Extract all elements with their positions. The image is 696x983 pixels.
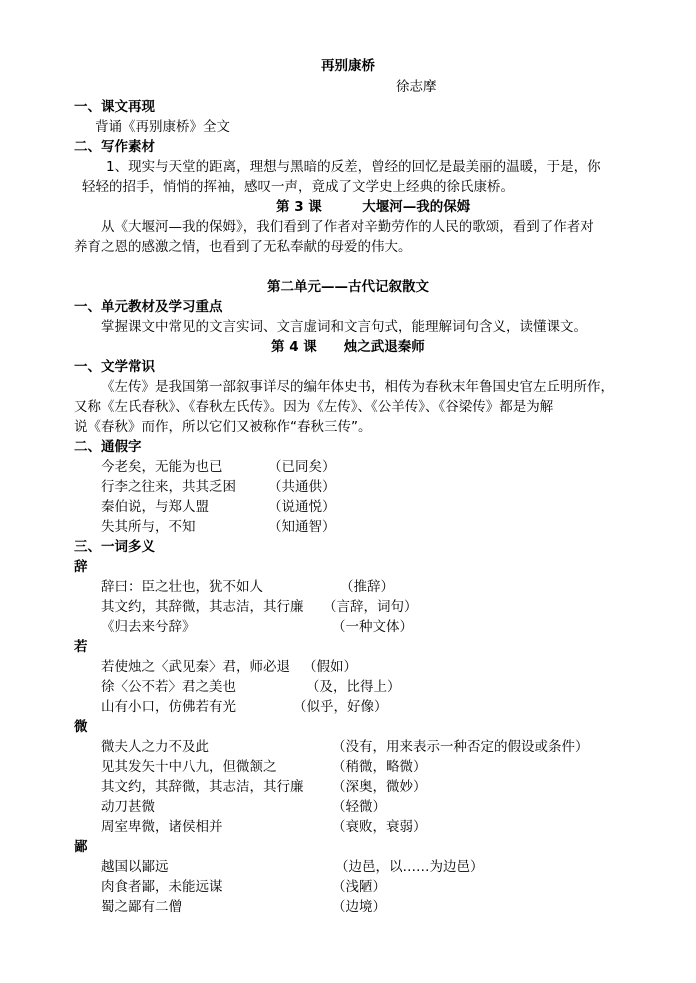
example-sentence: 辞曰：臣之壮也，犹不如人 (101, 579, 263, 595)
tongjia-sentence: 今老矣，无能为也已 (101, 459, 223, 475)
example-meaning: （一种文体） (332, 619, 413, 635)
example-sentence: 越国以鄙远 (101, 859, 169, 875)
example-meaning: （及，比得上） (306, 679, 401, 695)
example-meaning: （衰败，衰弱） (332, 819, 427, 835)
polysemy-character: 若 (74, 639, 88, 655)
example-meaning: （边境） (332, 899, 386, 915)
paragraph-line: 1、现实与天堂的距离，理想与黑暗的反差，曾经的回忆是最美丽的温暖，于是，你 (106, 159, 601, 175)
tongjia-sentence: 秦伯说，与郑人盟 (101, 499, 209, 515)
example-meaning: （言辞，词句） (323, 599, 418, 615)
example-sentence: 《归去来兮辞》 (101, 619, 196, 635)
example-sentence: 见其发矢十中八九，但微颔之 (101, 759, 277, 775)
author: 徐志摩 (396, 79, 437, 95)
tongjia-sentence: 行李之往来，共其乏困 (101, 479, 236, 495)
polysemy-character: 鄙 (74, 839, 88, 855)
lesson-title: 第 4 课 烛之武退秦师 (271, 339, 425, 355)
paragraph-line: 说《春秋》而作，所以它们又被称作“春秋三传”。 (74, 419, 372, 435)
example-meaning: （没有，用来表示一种否定的假设或条件） (332, 739, 589, 755)
section-heading: 一、单元教材及学习重点 (74, 299, 223, 315)
example-sentence: 其文约，其辞微，其志洁，其行廉 (101, 779, 304, 795)
paragraph: 掌握课文中常见的文言实词、文言虚词和文言句式，能理解词句含义，读懂课文。 (101, 319, 587, 335)
section-heading: 一、文学常识 (74, 359, 155, 375)
example-meaning: （推辞） (340, 579, 394, 595)
example-sentence: 蜀之鄙有二僧 (101, 899, 182, 915)
tongjia-note: （已同矣） (268, 459, 336, 475)
example-sentence: 其文约，其辞微，其志洁，其行廉 (101, 599, 304, 615)
tongjia-note: （知通智） (268, 519, 336, 535)
example-sentence: 山有小口，仿佛若有光 (101, 699, 236, 715)
example-meaning: （似乎，好像） (293, 699, 388, 715)
lesson-title: 第 3 课 大堰河—我的保姆 (276, 199, 471, 215)
example-sentence: 徐〈公不若〉君之美也 (101, 679, 236, 695)
paragraph-line: 从《大堰河—我的保姆》，我们看到了作者对辛勤劳作的人民的歌颂，看到了作者对 (101, 219, 594, 235)
paragraph-line: 又称《左氏春秋》、《春秋左氏传》。因为《左传》、《公羊传》、《谷梁传》都是为解 (74, 399, 554, 415)
example-sentence: 动刀甚微 (101, 799, 155, 815)
example-sentence: 若使烛之〈武见秦〉君，师必退 (101, 659, 290, 675)
example-sentence: 微夫人之力不及此 (101, 739, 209, 755)
example-meaning: （稍微，略微） (332, 759, 427, 775)
section-heading: 二、通假字 (74, 439, 142, 455)
example-sentence: 周室卑微，诸侯相并 (101, 819, 223, 835)
tongjia-sentence: 失其所与，不知 (101, 519, 196, 535)
paragraph: 背诵《再别康桥》全文 (95, 119, 230, 135)
example-meaning: （轻微） (332, 799, 386, 815)
example-meaning: （深奥，微妙） (332, 779, 427, 795)
example-meaning: （假如） (303, 659, 357, 675)
polysemy-character: 微 (74, 719, 88, 735)
paragraph-line: 养育之恩的感激之情，也看到了无私奉献的母爱的伟大。 (74, 239, 412, 255)
page-title: 再别康桥 (321, 58, 375, 74)
example-meaning: （浅陋） (332, 879, 386, 895)
section-heading: 三、一词多义 (74, 539, 155, 555)
polysemy-character: 辞 (74, 559, 88, 575)
section-heading: 一、课文再现 (74, 99, 155, 115)
unit-title: 第二单元——古代记叙散文 (267, 279, 429, 295)
paragraph-line: 轻轻的招手，悄悄的挥袖，感叹一声，竟成了文学史上经典的徐氏康桥。 (82, 179, 514, 195)
example-meaning: （边邑，以……为边邑） (335, 859, 484, 875)
paragraph-line: 《左传》是我国第一部叙事详尽的编年体史书，相传为春秋末年鲁国史官左丘明所作， (101, 379, 614, 395)
section-heading: 二、写作素材 (74, 139, 155, 155)
tongjia-note: （说通悦） (268, 499, 336, 515)
tongjia-note: （共通供） (268, 479, 336, 495)
example-sentence: 肉食者鄙，未能远谋 (101, 879, 223, 895)
